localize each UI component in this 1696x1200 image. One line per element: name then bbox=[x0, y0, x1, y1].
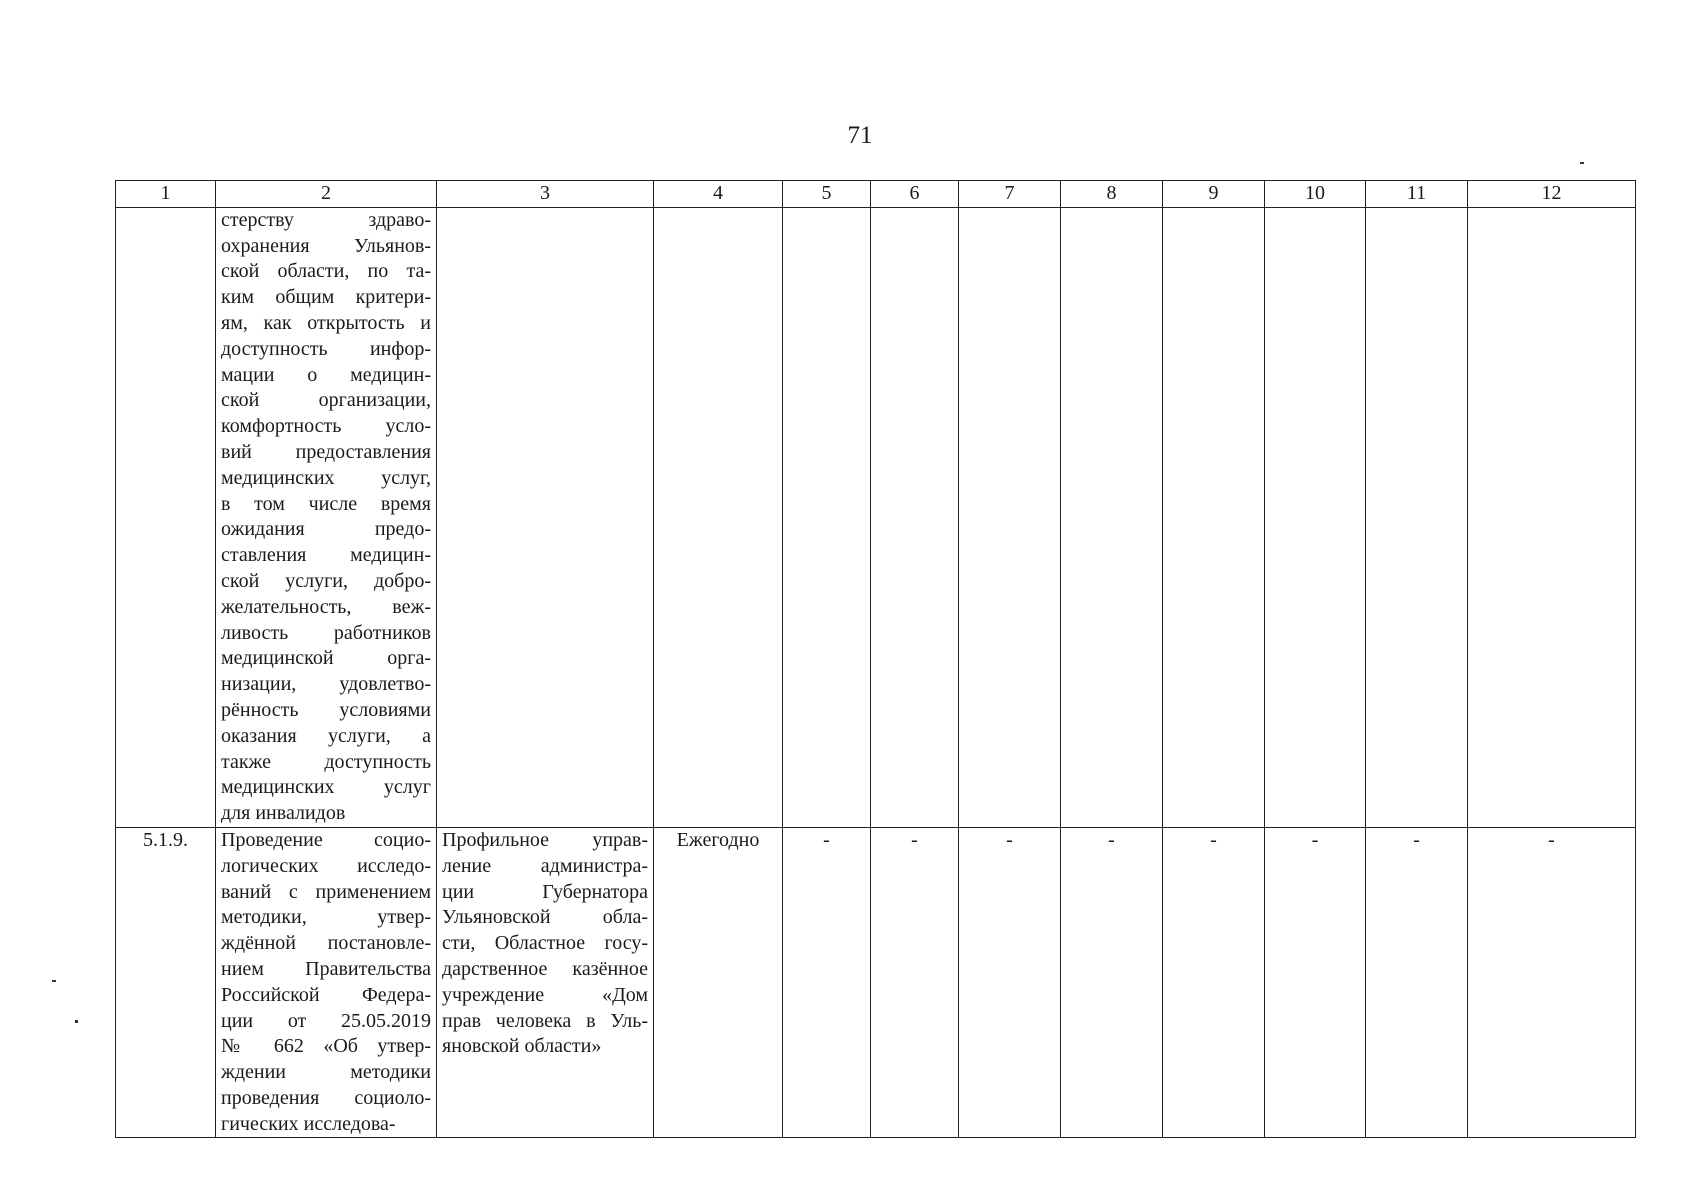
text-line: яновской области» bbox=[442, 1035, 602, 1058]
cell-value: - bbox=[1468, 827, 1636, 1138]
scan-speck bbox=[52, 980, 56, 982]
text-line: ской области, по та- bbox=[221, 260, 431, 283]
header-row bbox=[116, 181, 1636, 208]
text-line: оказания услуги, а bbox=[221, 724, 431, 747]
text-line: желательность, веж- bbox=[221, 595, 431, 618]
text-line: ставления медицин- bbox=[221, 544, 431, 567]
table-row bbox=[116, 827, 1636, 1138]
text-line: ким общим критери- bbox=[221, 286, 431, 309]
scan-speck bbox=[75, 1020, 78, 1023]
text-line: стерству здраво- bbox=[221, 208, 431, 231]
cell-executor bbox=[437, 827, 654, 1138]
cell-value: - bbox=[1366, 827, 1468, 1138]
text-line: рённость условиями bbox=[221, 698, 431, 721]
text-line: нием Правительства bbox=[221, 957, 431, 980]
text-line: медицинских услуг bbox=[221, 776, 431, 799]
page-number: 71 bbox=[847, 122, 873, 149]
column-header-11: 11 bbox=[1366, 181, 1468, 208]
text-line: сти, Областное госу- bbox=[442, 932, 648, 955]
text-line: ской организации, bbox=[221, 389, 431, 412]
cell-value bbox=[1265, 207, 1366, 827]
cell-value: - bbox=[1163, 827, 1265, 1138]
column-header-10: 10 bbox=[1265, 181, 1366, 208]
text-line: проведения социоло- bbox=[221, 1086, 431, 1109]
column-header-2: 2 bbox=[216, 181, 437, 208]
plan-table bbox=[115, 180, 1636, 1138]
cell-executor bbox=[437, 207, 654, 827]
text-line: Ульяновской обла- bbox=[442, 906, 648, 929]
cell-value: - bbox=[1265, 827, 1366, 1138]
text-line: охранения Ульянов- bbox=[221, 234, 431, 257]
column-header-7: 7 bbox=[959, 181, 1061, 208]
cell-number: 5.1.9. bbox=[116, 827, 216, 1138]
cell-number bbox=[116, 207, 216, 827]
cell-measure bbox=[216, 207, 437, 827]
text-line: низации, удовлетво- bbox=[221, 673, 431, 696]
text-line: также доступность bbox=[221, 750, 431, 773]
text-line: ждённой постановле- bbox=[221, 932, 431, 955]
cell-value: - bbox=[783, 827, 871, 1138]
text-line: доступность инфор- bbox=[221, 337, 431, 360]
text-line: методики, утвер- bbox=[221, 906, 431, 929]
column-header-12: 12 bbox=[1468, 181, 1636, 208]
text-line: ожидания предо- bbox=[221, 518, 431, 541]
text-line: Профильное управ- bbox=[442, 828, 648, 851]
cell-value bbox=[871, 207, 959, 827]
text-line: учреждение «Дом bbox=[442, 983, 648, 1006]
text-line: ливость работников bbox=[221, 621, 431, 644]
cell-period: Ежегодно bbox=[654, 827, 783, 1138]
cell-value bbox=[959, 207, 1061, 827]
text-line: ям, как открытость и bbox=[221, 311, 431, 334]
text-line: Российской Федера- bbox=[221, 983, 431, 1006]
text-line: ции от 25.05.2019 bbox=[221, 1009, 431, 1032]
text-line: вий предоставления bbox=[221, 440, 431, 463]
scan-speck bbox=[1580, 162, 1584, 164]
cell-value: - bbox=[1061, 827, 1163, 1138]
text-line: Проведение социо- bbox=[221, 828, 431, 851]
cell-value: - bbox=[871, 827, 959, 1138]
cell-measure bbox=[216, 827, 437, 1138]
column-header-9: 9 bbox=[1163, 181, 1265, 208]
text-line: ваний с применением bbox=[221, 880, 431, 903]
cell-value bbox=[1468, 207, 1636, 827]
text-line: комфортность усло- bbox=[221, 415, 431, 438]
column-header-6: 6 bbox=[871, 181, 959, 208]
cell-value bbox=[783, 207, 871, 827]
text-line: гических исследова- bbox=[221, 1112, 396, 1135]
text-line: медицинских услуг, bbox=[221, 466, 431, 489]
text-line: ление администра- bbox=[442, 854, 648, 877]
text-line: ждении методики bbox=[221, 1061, 431, 1084]
text-line: мации о медицин- bbox=[221, 363, 431, 386]
cell-value: - bbox=[959, 827, 1061, 1138]
text-line: дарственное казённое bbox=[442, 957, 648, 980]
cell-period bbox=[654, 207, 783, 827]
column-header-1: 1 bbox=[116, 181, 216, 208]
cell-value bbox=[1163, 207, 1265, 827]
text-line: № 662 «Об утвер- bbox=[221, 1035, 431, 1058]
cell-value bbox=[1061, 207, 1163, 827]
column-header-3: 3 bbox=[437, 181, 654, 208]
table-row bbox=[116, 207, 1636, 827]
text-line: ции Губернатора bbox=[442, 880, 648, 903]
text-line: для инвалидов bbox=[221, 802, 346, 825]
column-header-5: 5 bbox=[783, 181, 871, 208]
text-line: прав человека в Уль- bbox=[442, 1009, 648, 1032]
column-header-4: 4 bbox=[654, 181, 783, 208]
text-line: медицинской орга- bbox=[221, 647, 431, 670]
column-header-8: 8 bbox=[1061, 181, 1163, 208]
text-line: ской услуги, добро- bbox=[221, 569, 431, 592]
text-line: в том числе время bbox=[221, 492, 431, 515]
text-line: логических исследо- bbox=[221, 854, 431, 877]
cell-value bbox=[1366, 207, 1468, 827]
